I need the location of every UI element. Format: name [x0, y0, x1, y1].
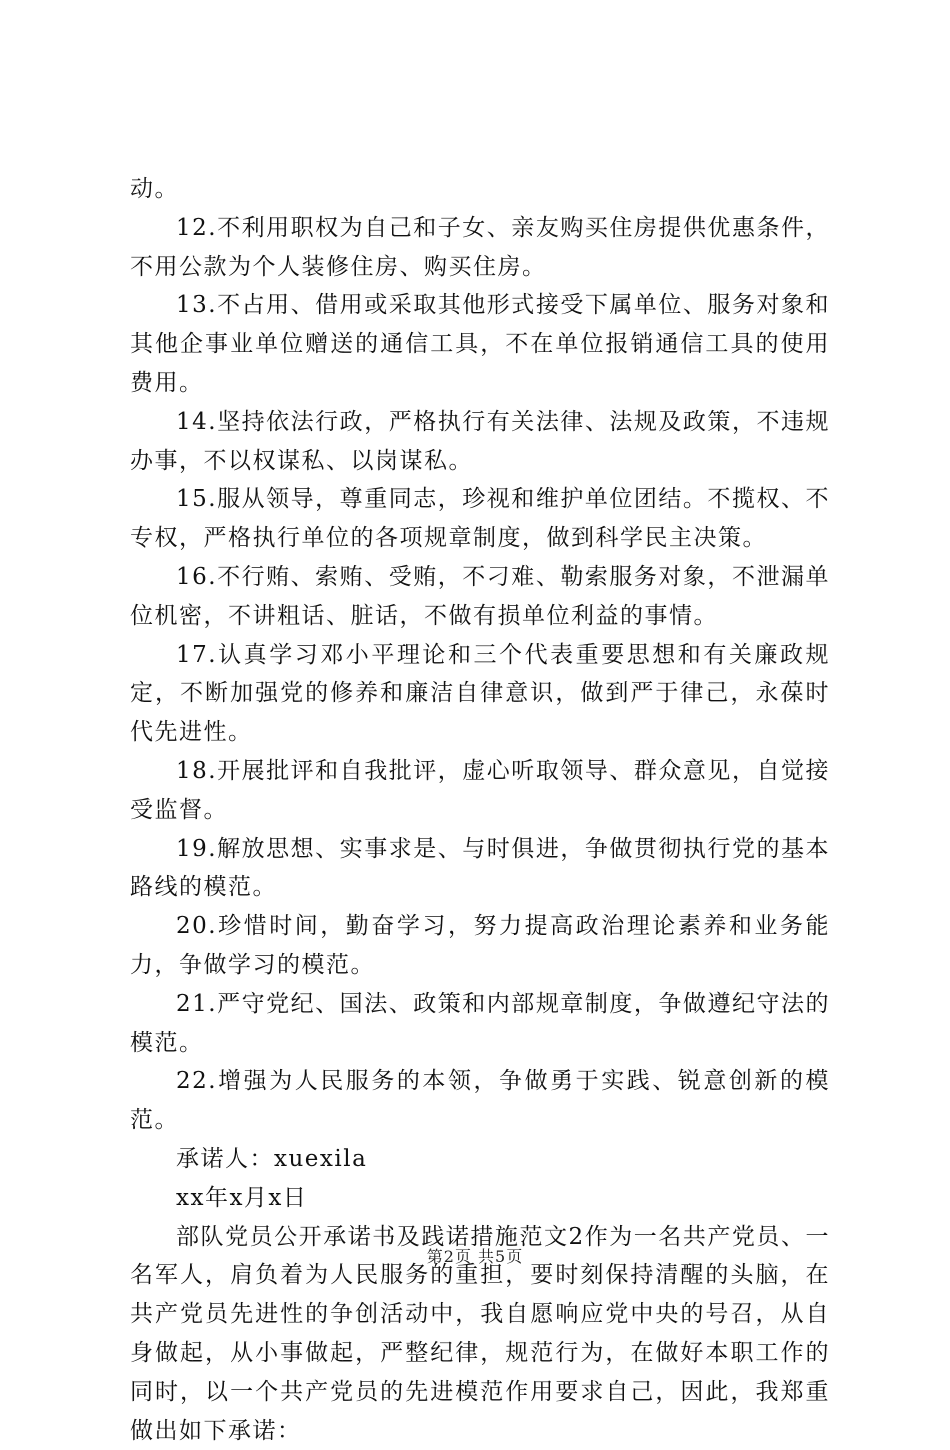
paragraph-item-19: 19.解放思想、实事求是、与时俱进，争做贯彻执行党的基本路线的模范。 — [130, 835, 830, 901]
paragraph-item-14: 14.坚持依法行政，严格执行有关法律、法规及政策，不违规办事，不以权谋私、以岗谋私。 — [130, 408, 830, 474]
signature-date: xx年x月x日 — [176, 1184, 308, 1211]
paragraph-item-22: 22.增强为人民服务的本领，争做勇于实践、锐意创新的模范。 — [130, 1068, 830, 1134]
paragraph-item-17: 17.认真学习邓小平理论和三个代表重要思想和有关廉政规定，不断加强党的修养和廉洁自律意识，做到严于律己，永葆时代先进性。 — [130, 641, 830, 746]
paragraph-item-21: 21.严守党纪、国法、政策和内部规章制度，争做遵纪守法的模范。 — [130, 990, 830, 1056]
paragraph-item-13: 13.不占用、借用或采取其他形式接受下属单位、服务对象和其他企事业单位赠送的通信工具，不在单位报销通信工具的使用费用。 — [130, 292, 830, 396]
paragraph-continuation: 动。 — [130, 176, 179, 202]
closing-paragraph: 部队党员公开承诺书及践诺措施范文2作为一名共产党员、一名军人，肩负着为人民服务的重担，要时刻保持清醒的头脑，在共产党员先进性的争创活动中，我自愿响应党中央的号召，从自身做起，从小事做起，严整纪律，规范行为，在做好本职工作的同时，以一个共产党员的先进模范作用要求自己，因此，我郑重做出如下承诺： — [130, 1223, 830, 1444]
paragraph-item-18: 18.开展批评和自我批评，虚心听取领导、群众意见，自觉接受监督。 — [130, 757, 830, 823]
paragraph-item-16: 16.不行贿、索贿、受贿，不刁难、勒索服务对象，不泄漏单位机密，不讲粗话、脏话，不做有损单位利益的事情。 — [130, 563, 830, 629]
paragraph-item-20: 20.珍惜时间，勤奋学习，努力提高政治理论素养和业务能力，争做学习的模范。 — [130, 913, 830, 978]
page-footer: 第2页 共5页 — [426, 1247, 524, 1266]
signature-signer: 承诺人：xuexila — [176, 1145, 368, 1172]
paragraph-item-12: 12.不利用职权为自己和子女、亲友购买住房提供优惠条件，不用公款为个人装修住房、购买住房。 — [130, 214, 830, 280]
paragraph-item-15: 15.服从领导，尊重同志，珍视和维护单位团结。不揽权、不专权，严格执行单位的各项规章制度，做到科学民主决策。 — [130, 486, 830, 552]
